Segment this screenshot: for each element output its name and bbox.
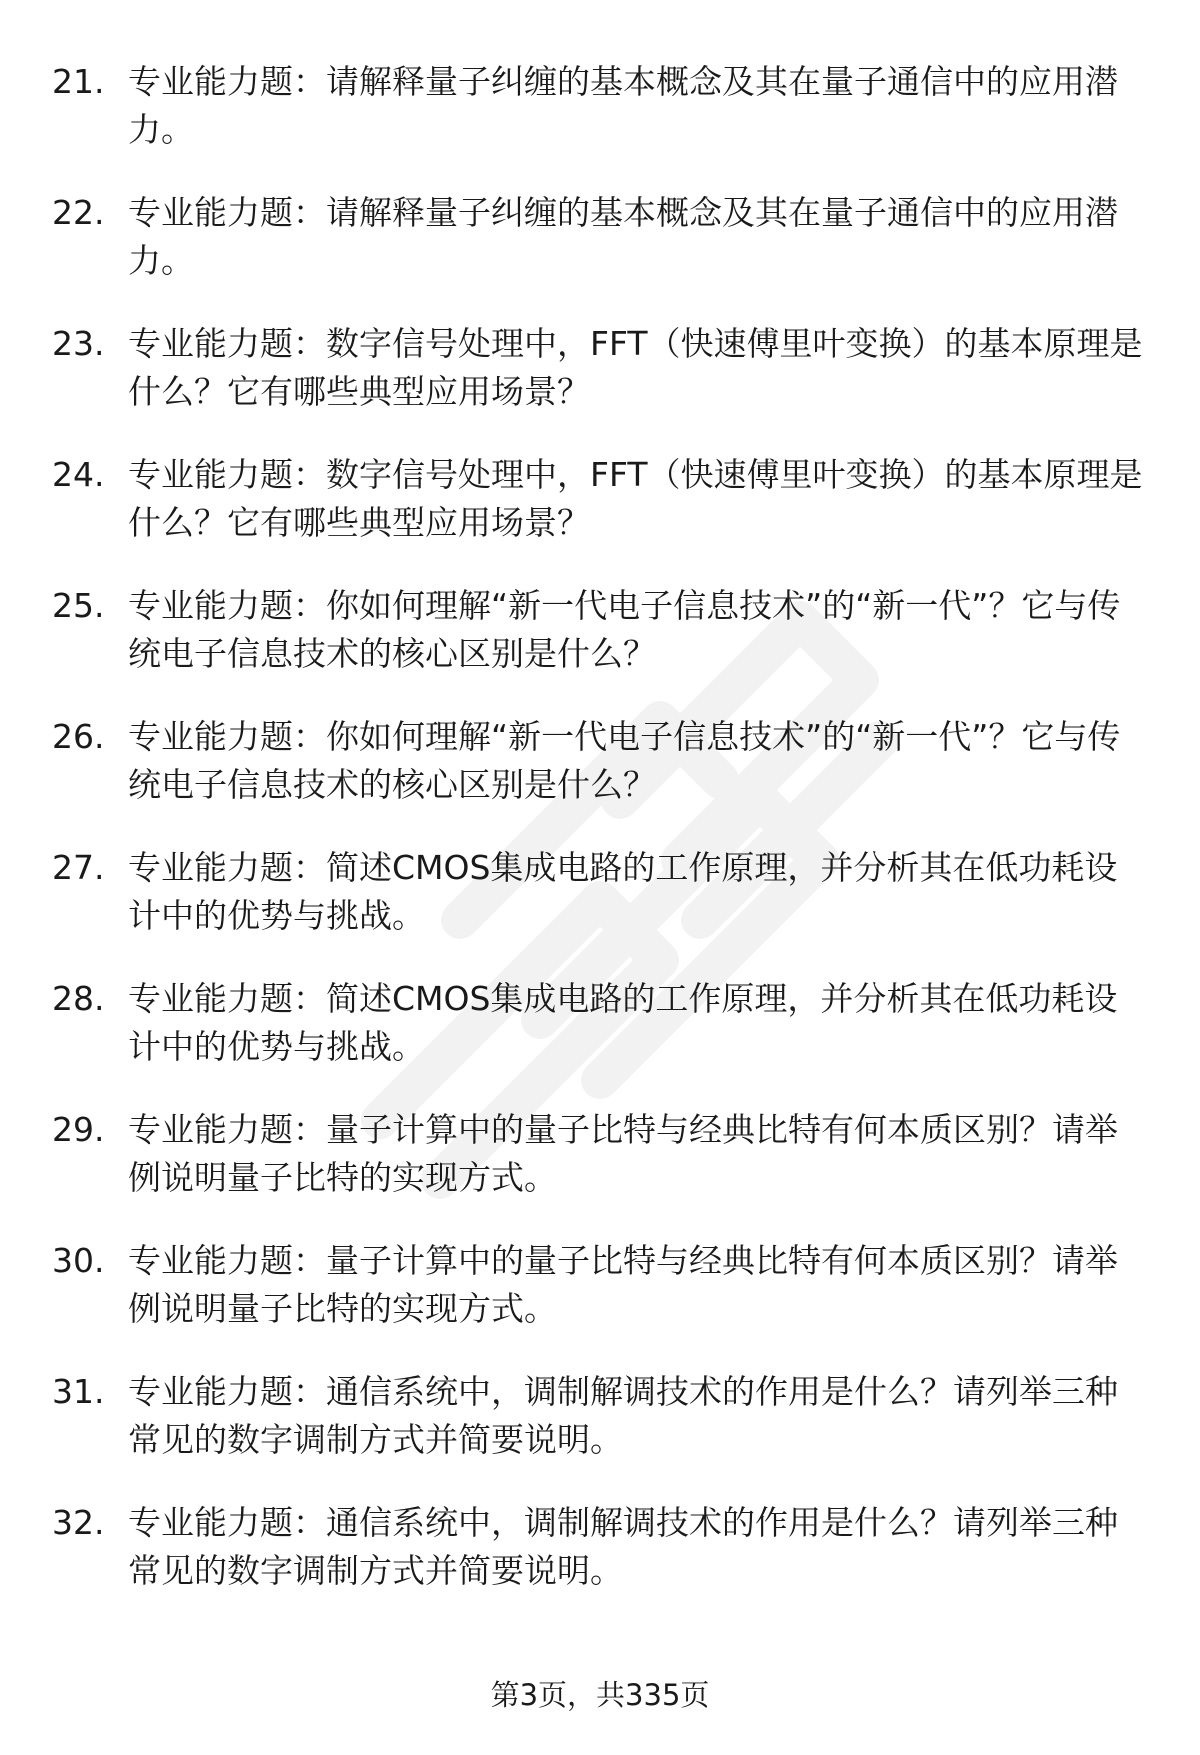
question-number: 28.	[52, 979, 105, 1018]
question-number: 31.	[52, 1372, 105, 1411]
question-text: 专业能力题：通信系统中，调制解调技术的作用是什么？请列举三种常见的数字调制方式并简要说明。	[128, 1372, 1118, 1459]
question-number: 21.	[52, 62, 105, 101]
question-number: 27.	[52, 848, 105, 887]
list-item	[52, 58, 1152, 189]
question-number: 32.	[52, 1503, 105, 1542]
question-list	[52, 58, 1152, 1630]
question-text: 专业能力题：量子计算中的量子比特与经典比特有何本质区别？请举例说明量子比特的实现方式。	[128, 1110, 1118, 1197]
list-item	[52, 320, 1152, 451]
question-text: 专业能力题：数字信号处理中，FFT（快速傅里叶变换）的基本原理是什么？它有哪些典型应用场景？	[128, 455, 1143, 542]
question-text: 专业能力题：你如何理解“新一代电子信息技术”的“新一代”？它与传统电子信息技术的核心区别是什么？	[128, 586, 1121, 673]
list-item	[52, 844, 1152, 975]
page-number-footer: 第3页，共335页	[490, 1678, 710, 1712]
list-item	[52, 975, 1152, 1106]
question-number: 26.	[52, 717, 105, 756]
question-text: 专业能力题：简述CMOS集成电路的工作原理，并分析其在低功耗设计中的优势与挑战。	[128, 848, 1118, 935]
question-number: 30.	[52, 1241, 105, 1280]
question-number: 24.	[52, 455, 105, 494]
list-item	[52, 451, 1152, 582]
question-text: 专业能力题：你如何理解“新一代电子信息技术”的“新一代”？它与传统电子信息技术的核心区别是什么？	[128, 717, 1121, 804]
list-item	[52, 713, 1152, 844]
question-number: 23.	[52, 324, 105, 363]
question-text: 专业能力题：请解释量子纠缠的基本概念及其在量子通信中的应用潜力。	[128, 62, 1118, 149]
question-text: 专业能力题：量子计算中的量子比特与经典比特有何本质区别？请举例说明量子比特的实现方式。	[128, 1241, 1118, 1328]
list-item	[52, 1499, 1152, 1630]
list-item	[52, 1106, 1152, 1237]
question-text: 专业能力题：通信系统中，调制解调技术的作用是什么？请列举三种常见的数字调制方式并简要说明。	[128, 1503, 1118, 1590]
question-text: 专业能力题：简述CMOS集成电路的工作原理，并分析其在低功耗设计中的优势与挑战。	[128, 979, 1118, 1066]
question-text: 专业能力题：请解释量子纠缠的基本概念及其在量子通信中的应用潜力。	[128, 193, 1118, 280]
question-number: 25.	[52, 586, 105, 625]
list-item	[52, 1237, 1152, 1368]
list-item	[52, 189, 1152, 320]
list-item	[52, 582, 1152, 713]
question-text: 专业能力题：数字信号处理中，FFT（快速傅里叶变换）的基本原理是什么？它有哪些典型应用场景？	[128, 324, 1143, 411]
list-item	[52, 1368, 1152, 1499]
question-number: 29.	[52, 1110, 105, 1149]
question-number: 22.	[52, 193, 105, 232]
